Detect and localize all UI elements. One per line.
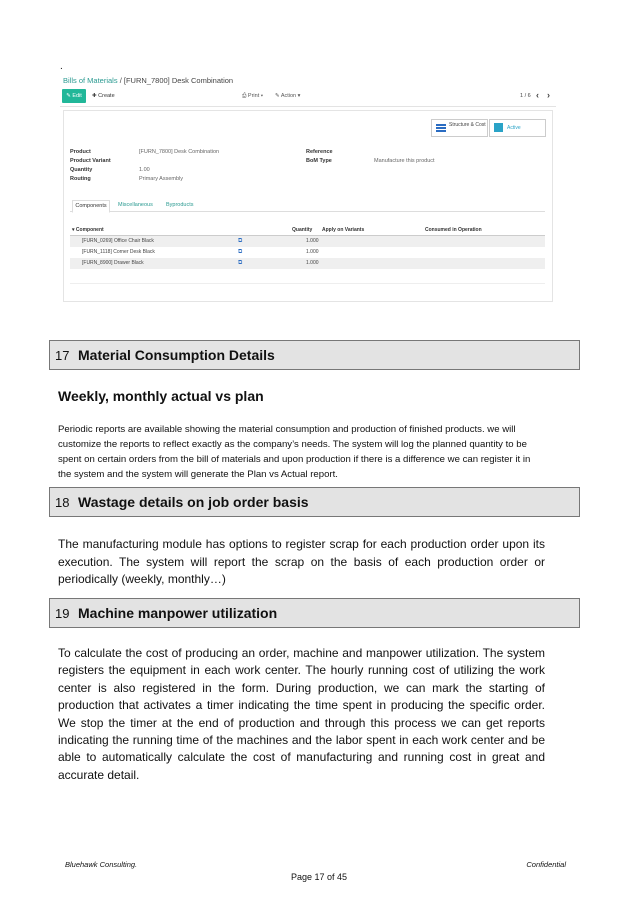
- components-table: [70, 225, 545, 269]
- breadcrumb-separator: /: [119, 76, 122, 85]
- column-component[interactable]: ▾ Component: [72, 227, 104, 233]
- archive-icon: [494, 123, 503, 132]
- table-row[interactable]: [70, 258, 545, 269]
- section-title: Material Consumption Details: [78, 347, 275, 363]
- breadcrumb-link[interactable]: Bills of Materials: [63, 76, 118, 85]
- previous-record-button[interactable]: ‹: [536, 90, 539, 100]
- pager-counter: 1 / 6: [520, 93, 531, 99]
- section-title: Wastage details on job order basis: [78, 494, 309, 510]
- paragraph-wastage: The manufacturing module has options to register scrap for each production order upon its execution. The system will report the scrap on the basis of each production order or periodically (weekly, monthly…): [58, 537, 545, 586]
- section-header-17: [49, 340, 580, 370]
- section-title: Machine manpower utilization: [78, 605, 278, 621]
- product-variant-label: Product Variant: [70, 158, 111, 164]
- product-label: Product: [70, 149, 91, 155]
- paragraph-material-consumption: Periodic reports are available showing the material consumption and production of finished products. we will customize the reports to reflect exactly as the company’s needs. The system will log the planned quantity to be spent on certain orders from the bill of materials and upon production if there is a difference we can register it in the system and the system will generate the Plan vs Actual report.: [58, 424, 531, 480]
- section-header-18: [49, 487, 580, 517]
- component-cell: [FURN_8900] Drawer Black: [82, 260, 144, 266]
- list-icon: [436, 124, 446, 132]
- notebook-tabs: [70, 199, 545, 212]
- component-cell: [FURN_1118] Corner Desk Black: [82, 249, 155, 255]
- bom-screenshot: [60, 72, 560, 307]
- toolbar: [60, 88, 556, 107]
- next-record-button[interactable]: ›: [547, 90, 550, 100]
- breadcrumb-current: [FURN_7800] Desk Combination: [123, 76, 234, 85]
- quantity-value[interactable]: 1.00: [139, 167, 150, 173]
- print-dropdown[interactable]: ⎙ Print ▾: [242, 93, 264, 99]
- bom-type-value[interactable]: Manufacture this product: [374, 158, 435, 164]
- paragraph-machine-manpower: To calculate the cost of producing an order, machine and manpower utilization. The system registers the equipment in each work center. The hourly running cost of utilizing the work center is also registered in the form. During production, we can mark the starting of production that activates a timer indicating the time spent in producing the specific order. We stop the timer at the end of production and through this process we can get reports indicating the running time of the machines and the labor spent in each work center and be able to automatically calculate the cost of manufacturing and running cost in great and accurate detail.: [58, 646, 545, 782]
- active-label: Active: [507, 125, 521, 131]
- table-row[interactable]: [70, 236, 545, 247]
- structure-cost-label: Structure & Cost: [449, 122, 486, 128]
- bom-type-label: BoM Type: [306, 158, 332, 164]
- structure-cost-button[interactable]: [431, 119, 488, 137]
- quantity-cell: 1.000: [306, 249, 319, 255]
- section-header-19: [49, 598, 580, 628]
- quantity-cell: 1.000: [306, 238, 319, 244]
- subheading: Weekly, monthly actual vs plan: [58, 388, 264, 404]
- routing-label: Routing: [70, 176, 91, 182]
- reference-label: Reference: [306, 149, 333, 155]
- tab-byproducts[interactable]: Byproducts: [166, 202, 194, 208]
- routing-value[interactable]: Primary Assembly: [139, 176, 184, 182]
- table-body: [70, 236, 545, 269]
- section-number: 17: [55, 348, 70, 363]
- external-link-icon[interactable]: ⧉: [238, 260, 243, 266]
- tab-miscellaneous[interactable]: Miscellaneous: [118, 202, 153, 208]
- column-quantity[interactable]: Quantity: [292, 227, 313, 233]
- create-button[interactable]: ✚ Create: [92, 93, 115, 99]
- external-link-icon[interactable]: ⧉: [238, 238, 243, 244]
- tab-components[interactable]: Components: [72, 200, 110, 213]
- column-consumed-in-operation[interactable]: Consumed in Operation: [425, 227, 482, 233]
- footer-confidential: Confidential: [526, 860, 566, 869]
- table-row[interactable]: [70, 247, 545, 258]
- product-value[interactable]: [FURN_7800] Desk Combination: [139, 149, 220, 155]
- table-header: [70, 225, 545, 236]
- divider: [70, 283, 545, 284]
- quantity-cell: 1.000: [306, 260, 319, 266]
- stray-dot: .: [60, 61, 63, 72]
- section-number: 19: [55, 606, 70, 621]
- breadcrumb: [63, 76, 233, 85]
- active-toggle-button[interactable]: [489, 119, 546, 137]
- component-cell: [FURN_0269] Office Chair Black: [82, 238, 154, 244]
- footer-company: Bluehawk Consulting.: [65, 860, 138, 869]
- section-number: 18: [55, 495, 70, 510]
- action-dropdown[interactable]: ✎ Action ▾: [275, 93, 301, 99]
- form-sheet: [63, 110, 553, 302]
- external-link-icon[interactable]: ⧉: [238, 249, 243, 255]
- column-apply-on-variants[interactable]: Apply on Variants: [322, 227, 365, 233]
- quantity-label: Quantity: [70, 167, 93, 173]
- page-number: Page 17 of 45: [290, 872, 348, 882]
- edit-button[interactable]: ✎ Edit: [62, 89, 86, 103]
